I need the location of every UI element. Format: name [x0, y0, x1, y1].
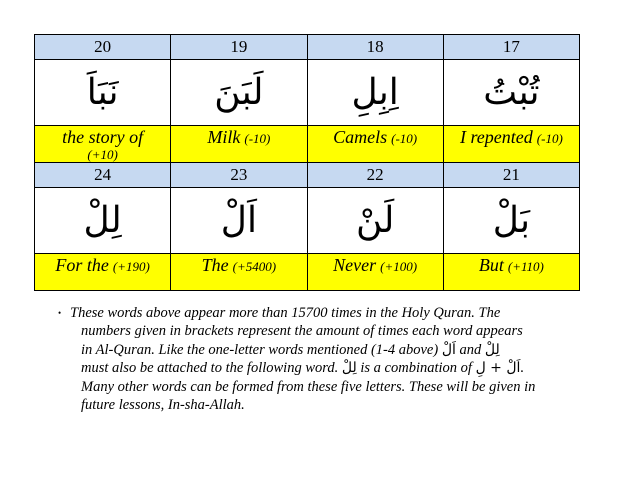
word-number: 19	[171, 35, 307, 60]
translation-cell	[171, 126, 307, 163]
translation-text: Milk	[207, 127, 241, 147]
arabic-cell	[35, 60, 171, 126]
arabic-cell	[307, 60, 443, 126]
arabic-cell	[443, 60, 579, 126]
vocabulary-table	[34, 34, 580, 291]
translation-cell	[171, 254, 307, 291]
number-row-bottom	[35, 163, 580, 188]
word-number: 22	[307, 163, 443, 188]
note-line	[70, 359, 594, 377]
occurrence-count: (+5400)	[232, 259, 277, 274]
word-number: 21	[443, 163, 579, 188]
word-number: 23	[171, 163, 307, 188]
explanatory-note	[58, 304, 594, 414]
bullet-icon: •	[58, 308, 62, 318]
arabic-cell	[35, 188, 171, 254]
note-text: in Al-Quran. Like the one-letter words mentioned (1-4 above)	[81, 341, 439, 358]
arabic-inline: لِلْ	[484, 341, 500, 358]
translation-text: I repented	[459, 127, 533, 147]
arabic-word: لَنْ	[355, 199, 395, 241]
arabic-cell	[171, 60, 307, 126]
note-line: future lessons, In-sha-Allah.	[81, 397, 245, 414]
arabic-inline: اَلْ	[441, 341, 456, 358]
arabic-inline: اَلْ + لِ	[475, 360, 521, 377]
occurrence-count: (-10)	[244, 131, 271, 146]
occurrence-count: (+190)	[112, 259, 150, 274]
occurrence-count: (-10)	[536, 131, 563, 146]
translation-cell	[35, 254, 171, 291]
note-line	[70, 341, 594, 359]
note-line: numbers given in brackets represent the amount of times each word appears	[81, 323, 523, 340]
translation-cell	[307, 254, 443, 291]
translation-text: The	[201, 255, 229, 275]
translation-row-bottom	[35, 254, 580, 291]
word-number: 18	[307, 35, 443, 60]
number-row-top	[35, 35, 580, 60]
arabic-cell	[443, 188, 579, 254]
occurrence-count: (+110)	[507, 259, 544, 274]
translation-cell	[35, 126, 171, 163]
translation-cell	[443, 126, 579, 163]
translation-cell	[443, 254, 579, 291]
translation-text: the story of	[62, 127, 144, 147]
arabic-inline: لِلْ	[341, 360, 357, 377]
arabic-word: اَلْ	[220, 199, 257, 241]
word-number: 20	[35, 35, 171, 60]
note-line: These words above appear more than 15700 times in the Holy Quran. The	[70, 305, 501, 321]
arabic-word: اِبِلِ	[351, 71, 399, 113]
translation-row-top	[35, 126, 580, 163]
note-body	[70, 304, 594, 414]
arabic-word: لَبَنَ	[214, 71, 264, 113]
occurrence-count: (+100)	[380, 259, 418, 274]
arabic-row-bottom	[35, 188, 580, 254]
note-text: must also be attached to the following word.	[81, 360, 339, 377]
arabic-cell	[307, 188, 443, 254]
occurrence-count: (-10)	[391, 131, 418, 146]
occurrence-count: (+10)	[87, 147, 118, 162]
translation-text: Camels	[333, 127, 388, 147]
translation-text: But	[478, 255, 504, 275]
note-text: and	[455, 341, 482, 358]
translation-text: For the	[55, 255, 109, 275]
note-text: .	[520, 360, 525, 377]
note-line: Many other words can be formed from these five letters. These will be given in	[81, 378, 536, 395]
arabic-word: نَبَاَ	[86, 71, 119, 113]
translation-text: Never	[333, 255, 377, 275]
arabic-word: بَلْ	[492, 199, 531, 241]
arabic-cell	[171, 188, 307, 254]
word-number: 24	[35, 163, 171, 188]
arabic-row-top	[35, 60, 580, 126]
word-number: 17	[443, 35, 579, 60]
arabic-word: تُبْتُ	[483, 71, 540, 113]
translation-cell	[307, 126, 443, 163]
arabic-word: لِلْ	[83, 199, 122, 241]
note-text: is a combination of	[356, 360, 472, 377]
